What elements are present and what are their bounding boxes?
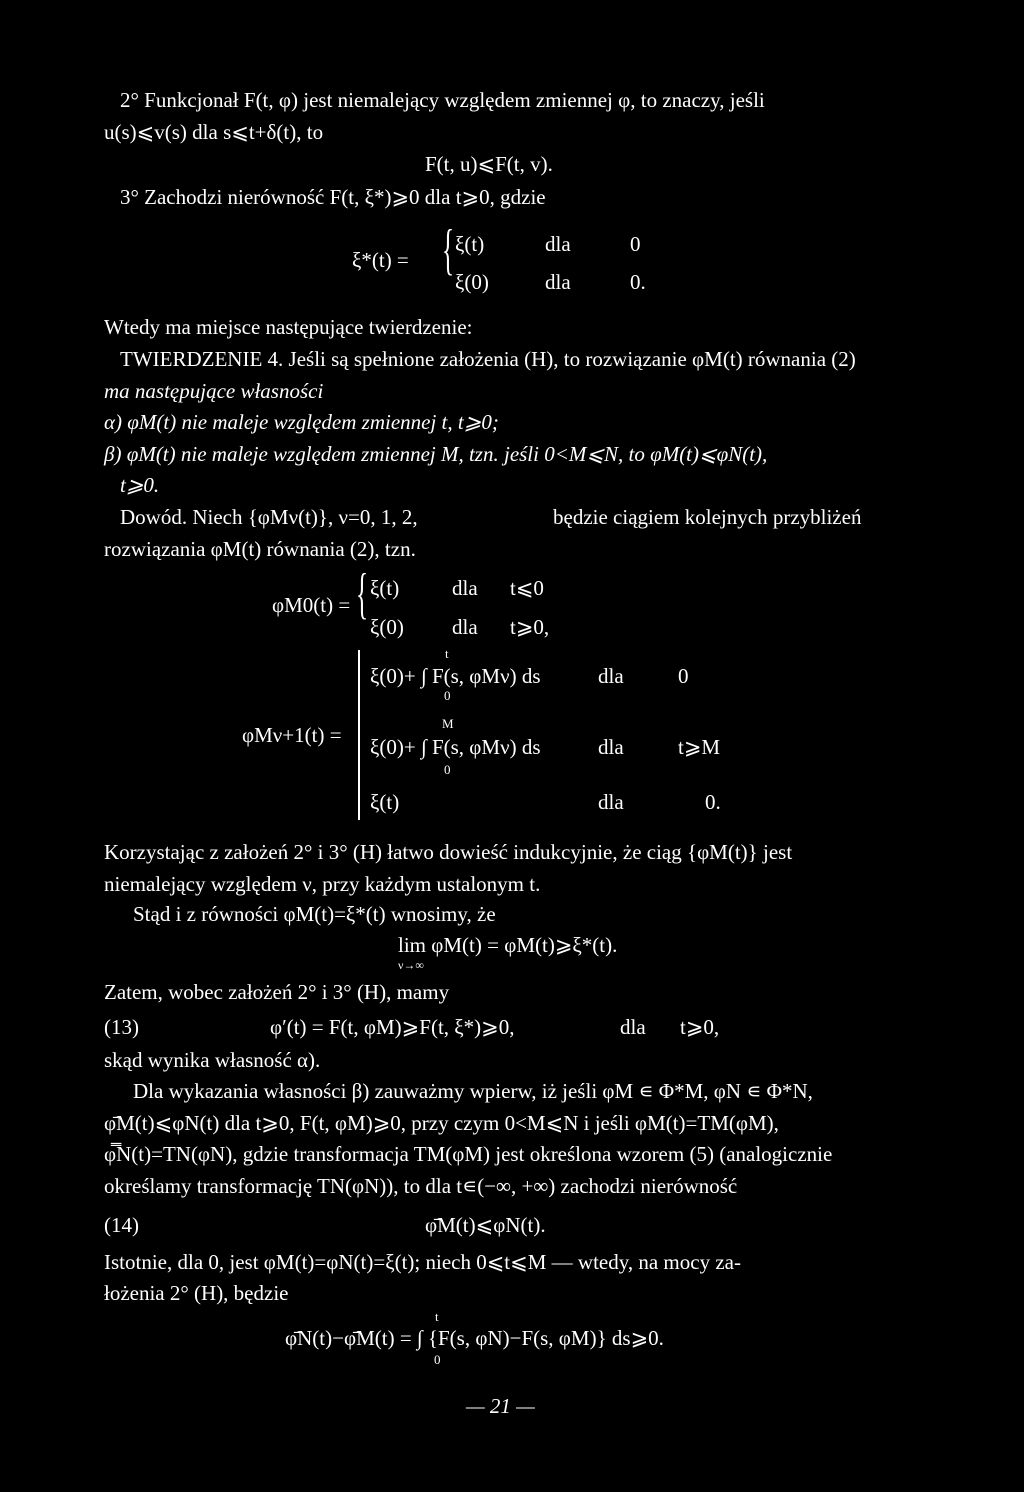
phin-case2-lower-limit: 0	[444, 762, 451, 777]
para-stad: Stąd i z równości φM(t)=ξ*(t) wnosimy, że	[133, 902, 496, 926]
phi0-lhs: φM0(t) =	[272, 593, 351, 617]
final-integral-lower-limit: 0	[434, 1352, 441, 1367]
xi-star-case2-cond: 0.	[630, 270, 646, 294]
phi0-case1-cond: t⩽0	[510, 576, 544, 600]
phin-case3-cond: 0.	[705, 790, 721, 814]
xi-star-case1-value: ξ(t)	[455, 232, 485, 256]
xi-star-case2-value: ξ(0)	[455, 270, 489, 294]
para-wtedy: Wtedy ma miejsce następujące twierdzenie:	[104, 315, 473, 339]
para-korzystajac-line1: Korzystając z założeń 2° i 3° (H) łatwo dowieść indukcyjnie, że ciąg {φM(t)} jest	[104, 840, 793, 864]
piecewise-bar	[358, 650, 360, 820]
phi0-case2-dla: dla	[452, 615, 478, 639]
property-beta-line1: β) φM(t) nie maleje względem zmiennej M, tzn. jeśli 0<M⩽N, to φM(t)⩽φN(t),	[104, 442, 768, 466]
para-dla-line1: Dla wykazania własności β) zauważmy wpierw, iż jeśli φM ∊ Φ*M, φN ∊ Φ*N,	[133, 1079, 813, 1103]
para-istotnie-line1: Istotnie, dla 0, jest φM(t)=φN(t)=ξ(t); niech 0⩽t⩽M — wtedy, na mocy za-	[104, 1250, 741, 1274]
equation-13-dla: dla	[620, 1015, 646, 1039]
xi-star-lhs: ξ*(t) =	[352, 248, 409, 272]
para-korzystajac-line2: niemalejący względem ν, przy każdym ustalonym t.	[104, 872, 541, 896]
left-brace: {	[356, 563, 369, 625]
equation-F-monotone: F(t, u)⩽F(t, v).	[425, 152, 553, 176]
phin-case1-value: ξ(0)+ ∫ F(s, φMν) ds	[370, 664, 541, 688]
theorem-4-line2: ma następujące własności	[104, 379, 324, 403]
phi0-case2-value: ξ(0)	[370, 615, 404, 639]
phin-lhs: φMν+1(t) =	[242, 723, 342, 747]
para-skad: skąd wynika własność α).	[104, 1048, 321, 1072]
xi-star-case1-cond: 0	[630, 232, 641, 256]
equation-13-cond: t⩾0,	[680, 1015, 720, 1039]
equation-final: φ̄N(t)−φ̄M(t) = ∫ {F(s, φN)−F(s, φM)} ds⩾0.	[285, 1326, 664, 1350]
limit-subscript: ν→∞	[398, 958, 424, 972]
equation-14: φ̄M(t)⩽φN(t).	[425, 1213, 546, 1237]
equation-limit: lim φM(t) = φM(t)⩾ξ*(t).	[398, 933, 618, 957]
phin-case1-dla: dla	[598, 664, 624, 688]
para-dla-line2: φ̄M(t)⩽φN(t) dla t⩾0, F(t, φM)⩾0, przy czym 0<M⩽N i jeśli φM(t)=TM(φM),	[104, 1111, 779, 1135]
phin-case2-upper-limit: M	[442, 716, 454, 731]
xi-star-case1-dla: dla	[545, 232, 571, 256]
equation-13-number: (13)	[104, 1015, 139, 1039]
final-integral-upper-limit: t	[435, 1309, 439, 1324]
para-dla-line4: określamy transformację TN(φN)), to dla t∊(−∞, +∞) zachodzi nierówność	[104, 1174, 738, 1198]
para-istotnie-line2: łożenia 2° (H), będzie	[104, 1281, 289, 1305]
theorem-4-line1: TWIERDZENIE 4. Jeśli są spełnione założenia (H), to rozwiązanie φM(t) równania (2)	[120, 347, 856, 371]
property-beta-line2: t⩾0.	[120, 473, 160, 497]
phi0-case1-dla: dla	[452, 576, 478, 600]
para-condition-2-line1: 2° Funkcjonał F(t, φ) jest niemalejący względem zmiennej φ, to znaczy, jeśli	[120, 88, 765, 112]
equation-14-number: (14)	[104, 1213, 139, 1237]
phin-case1-upper-limit: t	[445, 646, 449, 661]
proof-line1-cont: będzie ciągiem kolejnych przybliżeń	[553, 505, 862, 529]
proof-line2: rozwiązania φM(t) równania (2), tzn.	[104, 537, 416, 561]
para-dla-line3: φ̿N(t)=TN(φN), gdzie transformacja TM(φM) jest określona wzorem (5) (analogicznie	[104, 1142, 833, 1166]
phin-case2-value: ξ(0)+ ∫ F(s, φMν) ds	[370, 735, 541, 759]
phin-case1-cond: 0	[678, 664, 689, 688]
page-number: — 21 —	[466, 1394, 535, 1418]
equation-13: φ′(t) = F(t, φM)⩾F(t, ξ*)⩾0,	[270, 1015, 515, 1039]
phin-case2-cond: t⩾M	[678, 735, 721, 759]
left-brace: {	[442, 219, 455, 281]
para-condition-3: 3° Zachodzi nierówność F(t, ξ*)⩾0 dla t⩾0, gdzie	[120, 185, 546, 209]
xi-star-case2-dla: dla	[545, 270, 571, 294]
phin-case3-value: ξ(t)	[370, 790, 400, 814]
phin-case1-lower-limit: 0	[444, 688, 451, 703]
para-condition-2-line2: u(s)⩽v(s) dla s⩽t+δ(t), to	[104, 120, 324, 144]
phi0-case2-cond: t⩾0,	[510, 615, 550, 639]
phin-case2-dla: dla	[598, 735, 624, 759]
phi0-case1-value: ξ(t)	[370, 576, 400, 600]
phin-case3-dla: dla	[598, 790, 624, 814]
proof-line1: Dowód. Niech {φMν(t)}, ν=0, 1, 2,	[120, 505, 418, 529]
property-alpha: α) φM(t) nie maleje względem zmiennej t, t⩾0;	[104, 410, 499, 434]
para-zatem: Zatem, wobec założeń 2° i 3° (H), mamy	[104, 980, 450, 1004]
